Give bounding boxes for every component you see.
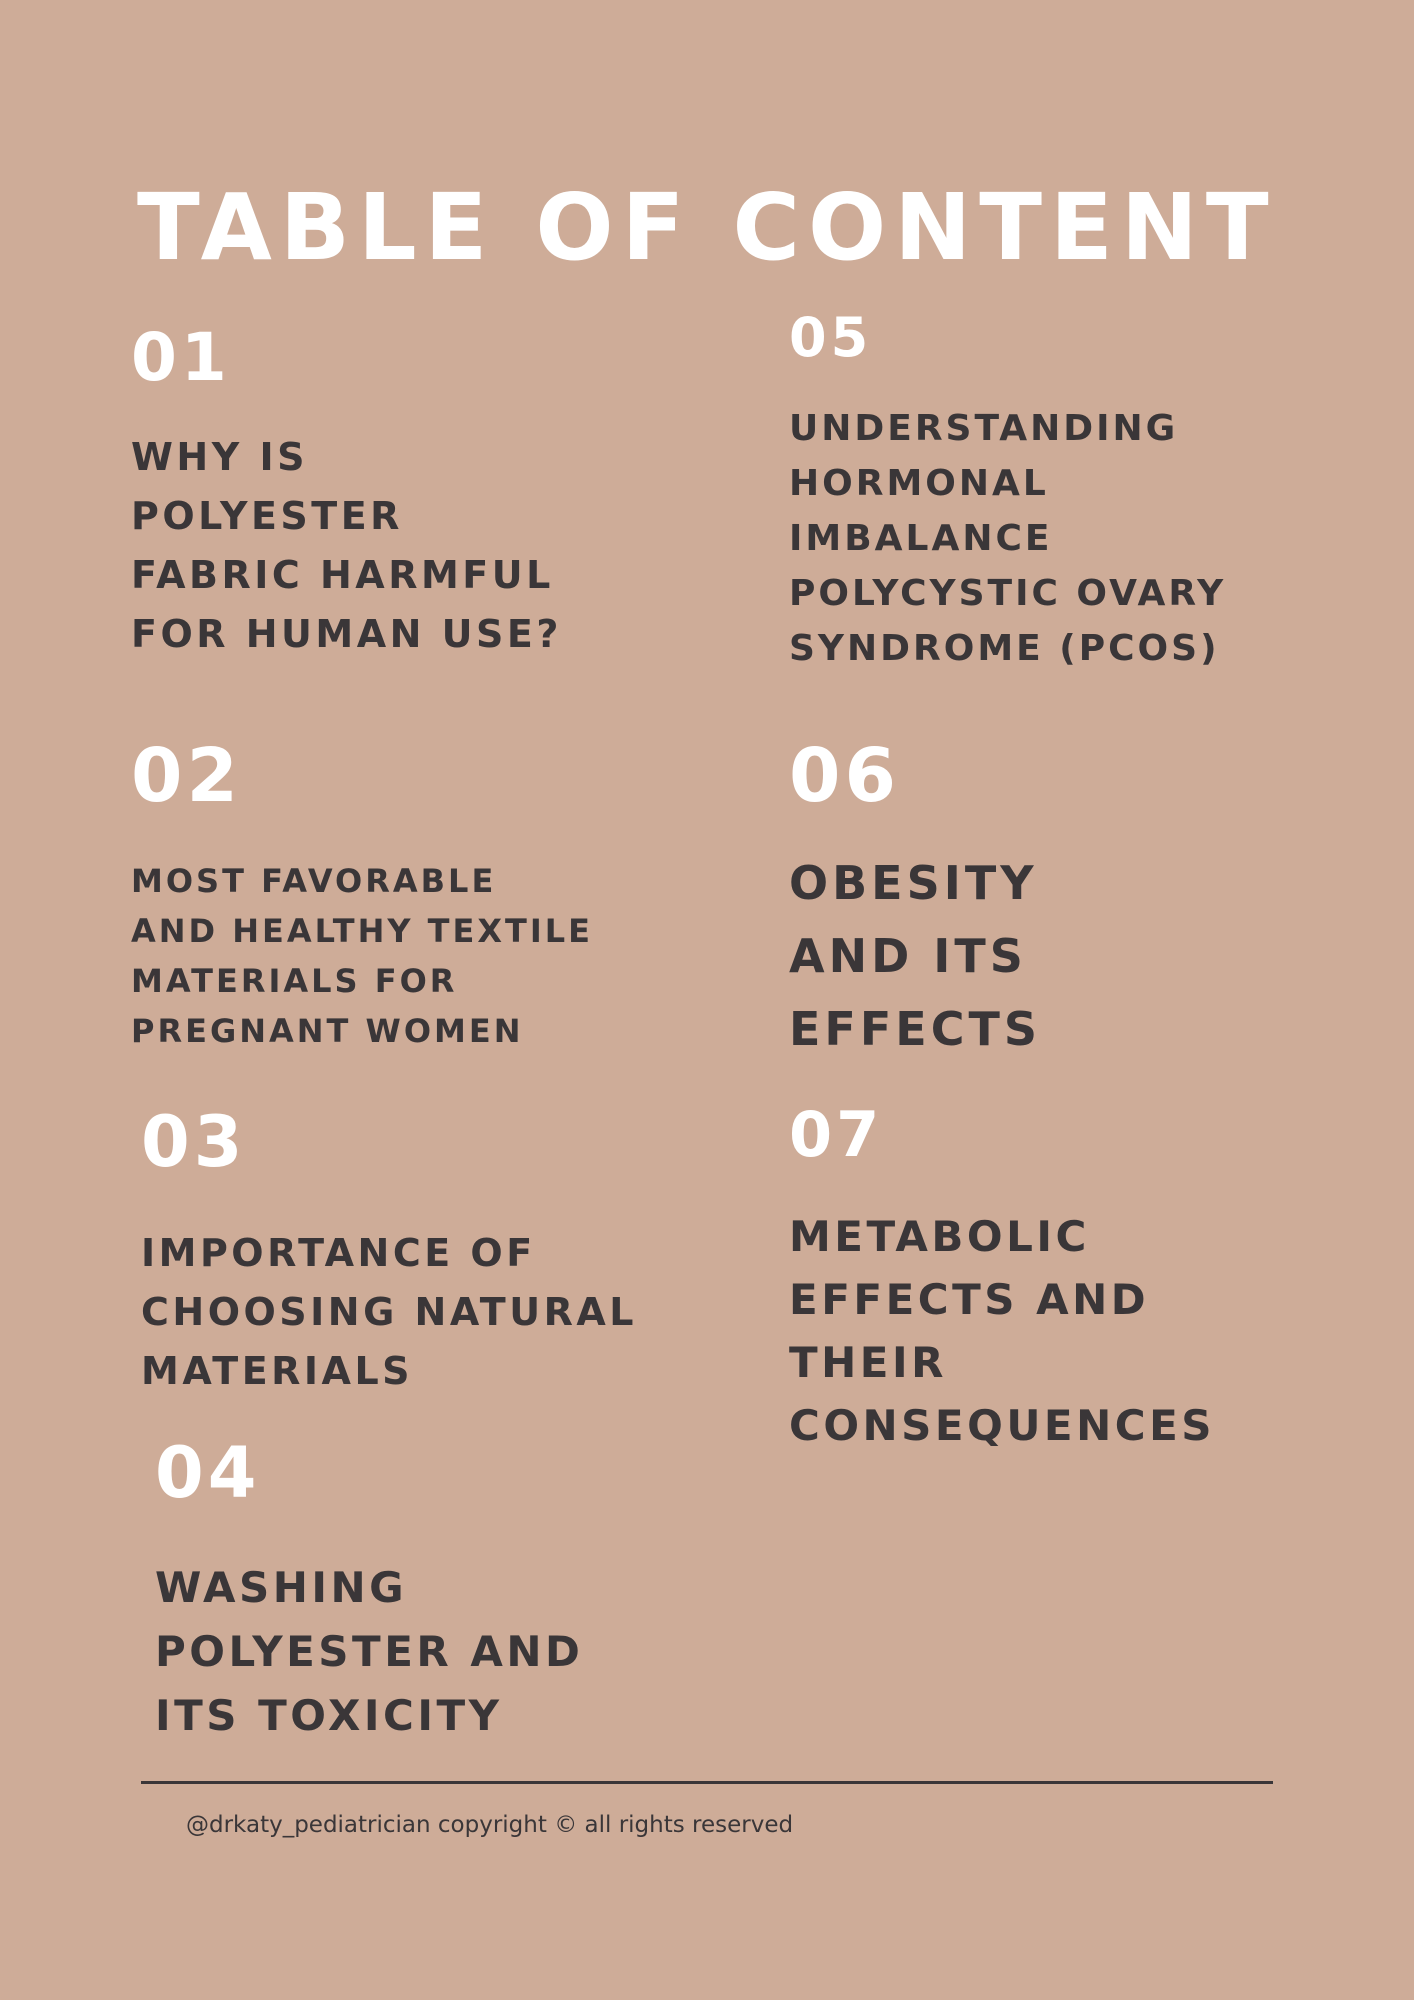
entry-heading-04: WASHING POLYESTER AND ITS TOXICITY [155,1563,584,1740]
entry-heading-02: MOST FAVORABLE AND HEALTHY TEXTILE MATERIALS FOR PREGNANT WOMEN [131,862,594,1050]
entry-number-06: 06 [789,733,900,819]
footer-divider [141,1781,1273,1784]
entry-heading-03: IMPORTANCE OF CHOOSING NATURAL MATERIALS [141,1231,637,1393]
entry-number-01: 01 [131,319,231,396]
entry-heading-07: METABOLIC EFFECTS AND THEIR CONSEQUENCES [789,1212,1216,1450]
entry-number-04: 04 [155,1432,261,1514]
entry-number-03: 03 [141,1101,247,1183]
entry-heading-01: WHY IS POLYESTER FABRIC HARMFUL FOR HUMAN USE? [131,435,562,656]
entry-heading-05: UNDERSTANDING HORMONAL IMBALANCE POLYCYSTIC OVARY SYNDROME (PCOS) [789,408,1227,669]
entry-number-02: 02 [131,733,242,819]
entry-number-05: 05 [789,306,873,369]
entry-number-07: 07 [789,1098,884,1171]
page-title: TABLE OF CONTENT [137,174,1277,281]
entry-heading-06: OBESITY AND ITS EFFECTS [789,856,1041,1056]
copyright-footer: @drkaty_pediatrician copyright © all rights reserved [186,1812,794,1838]
